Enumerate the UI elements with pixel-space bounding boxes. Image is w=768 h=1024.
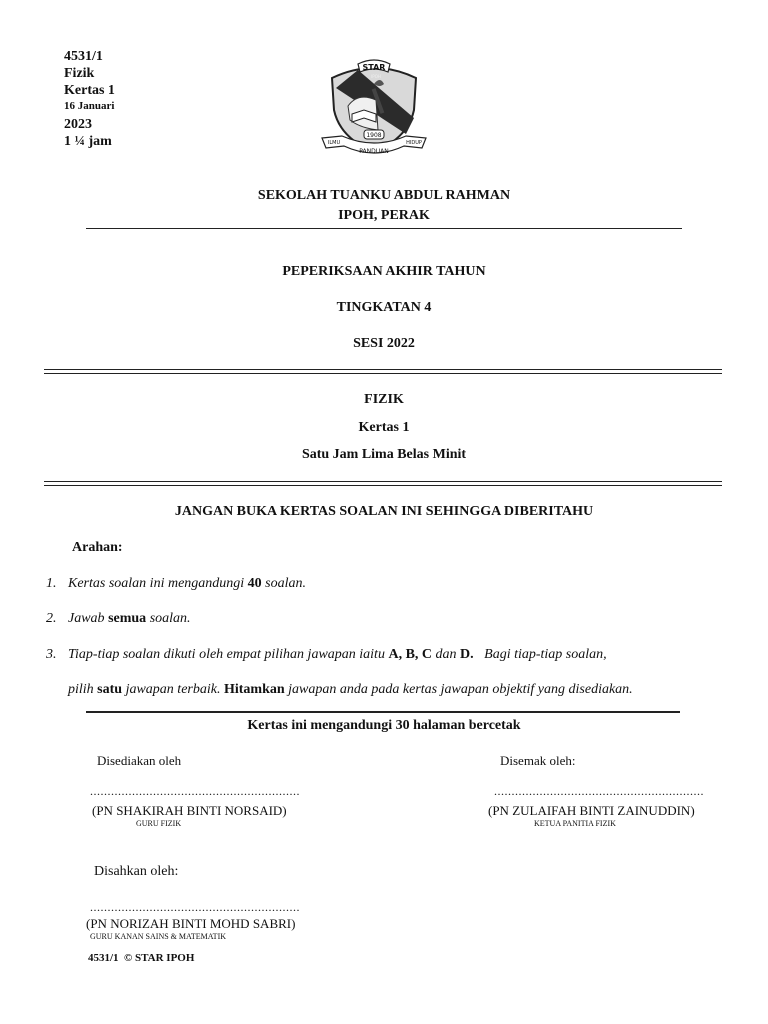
- instruction-bold: Hitamkan: [223, 682, 285, 697]
- instruction-number: 3.: [46, 647, 57, 662]
- checked-role: KETUA PANITIA FIZIK: [534, 819, 616, 828]
- school-crest-logo: [318, 48, 430, 160]
- prepared-label: Disediakan oleh: [97, 753, 182, 768]
- exam-session: SESI 2022: [353, 336, 415, 351]
- exam-form: TINGKATAN 4: [336, 300, 432, 315]
- instruction-text: jawapan anda pada kertas jawapan objektif yang disediakan.: [284, 682, 633, 697]
- warning-text: JANGAN BUKA KERTAS SOALAN INI SEHINGGA DIBERITAHU: [174, 504, 594, 519]
- paper-duration: Satu Jam Lima Belas Minit: [301, 447, 467, 462]
- double-divider: [44, 481, 722, 486]
- double-divider: [44, 369, 722, 374]
- footer-text: 4531/1 © STAR IPOH: [88, 952, 195, 964]
- signature-dots: ............................................................: [90, 784, 300, 798]
- instruction-item: [46, 576, 306, 592]
- instruction-item: [68, 682, 633, 698]
- crest-banner-text: STAR: [362, 63, 386, 72]
- instruction-text: Kertas soalan ini mengandungi: [68, 576, 248, 591]
- instruction-text: soalan.: [261, 576, 307, 591]
- instruction-text: Jawab: [68, 611, 109, 626]
- instruction-bold: D.: [460, 647, 474, 662]
- instruction-text: Bagi tiap-tiap soalan,: [473, 647, 607, 662]
- exam-title: PEPERIKSAAN AKHIR TAHUN: [282, 264, 486, 279]
- header-paper: Kertas 1: [64, 83, 115, 98]
- approved-role: GURU KANAN SAINS & MATEMATIK: [90, 932, 227, 941]
- prepared-role: GURU FIZIK: [136, 819, 182, 828]
- school-name: SEKOLAH TUANKU ABDUL RAHMAN: [257, 188, 511, 203]
- checked-name: (PN ZULAIFAH BINTI ZAINUDDIN): [488, 803, 695, 818]
- signature-dots: ............................................................: [90, 900, 300, 914]
- instruction-bold: A, B, C: [388, 647, 433, 662]
- header-year: 2023: [64, 117, 92, 132]
- paper-subject: FIZIK: [364, 392, 404, 407]
- header-code: 4531/1: [64, 49, 103, 64]
- paper-number: Kertas 1: [358, 420, 410, 435]
- instruction-item: [46, 647, 607, 663]
- checked-label: Disemak oleh:: [500, 753, 576, 768]
- crest-motto-left: ILMU: [327, 140, 341, 146]
- signature-dots: ............................................................: [494, 784, 704, 798]
- crest-number: 1908: [366, 132, 382, 139]
- divider: [86, 228, 682, 229]
- instruction-bold: semua: [108, 611, 147, 626]
- divider: [86, 711, 680, 713]
- instruction-bold: 40: [247, 576, 262, 591]
- header-date: 16 Januari: [64, 100, 115, 112]
- header-duration: 1 ¼ jam: [64, 134, 112, 149]
- instruction-item: [46, 611, 191, 627]
- school-location: IPOH, PERAK: [338, 208, 430, 223]
- instruction-number: 1.: [46, 576, 57, 591]
- instructions-heading: Arahan:: [72, 540, 123, 555]
- instruction-text: dan: [432, 647, 461, 662]
- instruction-text: jawapan terbaik.: [122, 682, 224, 697]
- approved-name: (PN NORIZAH BINTI MOHD SABRI): [86, 916, 296, 931]
- header-subject: Fizik: [64, 66, 95, 81]
- crest-banner-sub: IPOH: [371, 74, 381, 79]
- crest-motto-right: HIDUP: [406, 140, 422, 146]
- instruction-text: soalan.: [146, 611, 191, 626]
- instruction-number: 2.: [46, 611, 57, 626]
- page-count: Kertas ini mengandungi 30 halaman bercetak: [247, 718, 521, 733]
- prepared-name: (PN SHAKIRAH BINTI NORSAID): [92, 803, 287, 818]
- crest-motto-center: PANDUAN: [359, 148, 389, 155]
- instruction-text: Tiap-tiap soalan dikuti oleh empat pilihan jawapan iaitu: [68, 647, 389, 662]
- instruction-bold: satu: [97, 682, 123, 697]
- approved-label: Disahkan oleh:: [94, 864, 179, 879]
- instruction-text: pilih: [68, 682, 98, 697]
